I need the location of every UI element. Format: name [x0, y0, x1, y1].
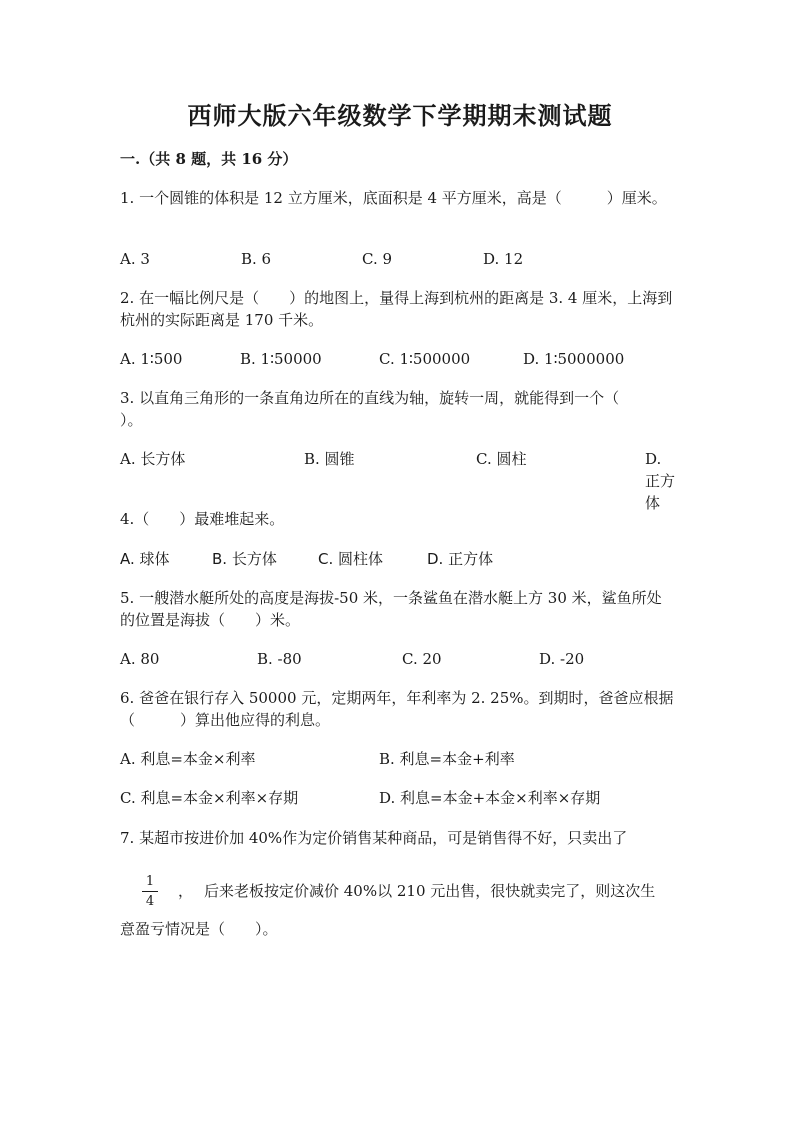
- question-2-text: 2. 在一幅比例尺是（ ）的地图上，量得上海到杭州的距离是 3. 4 厘米，上海到杭州的实际距离是 170 千米。: [120, 289, 673, 329]
- question-6-option-d: D. 利息=本金+本金×利率×存期: [379, 789, 601, 807]
- fraction-bar: [142, 891, 158, 892]
- question-1-text: 1. 一个圆锥的体积是 12 立方厘米，底面积是 4 平方厘米，高是（ ）厘米。: [120, 189, 667, 207]
- section-heading: 一.（共 8 题，共 16 分）: [120, 150, 298, 168]
- question-3-option-d: D. 正方体: [645, 450, 676, 512]
- question-1-option-c: C. 9: [362, 250, 393, 268]
- question-2-option-d: D. 1∶5000000: [523, 350, 625, 368]
- question-5-option-d: D. -20: [539, 650, 585, 668]
- question-7-comma: ，: [178, 882, 194, 900]
- question-4-option-b: B. 长方体: [212, 550, 277, 568]
- question-1-option-d: D. 12: [483, 250, 524, 268]
- question-4-option-c: C. 圆柱体: [318, 550, 384, 568]
- question-1-option-a: A. 3: [120, 250, 150, 268]
- question-4-text: 4.（ ）最难堆起来。: [120, 510, 285, 528]
- question-6-option-c: C. 利息=本金×利率×存期: [120, 789, 299, 807]
- question-5-option-b: B. -80: [257, 650, 302, 668]
- question-5-option-a: A. 80: [120, 650, 160, 668]
- fraction-numerator: 1: [145, 874, 155, 889]
- question-7-line-2: 后来老板按定价减价 40%以 210 元出售，很快就卖完了，则这次生: [204, 882, 656, 900]
- question-3-option-a: A. 长方体: [120, 450, 186, 468]
- question-7-line-3: 意盈亏情况是（ ）。: [120, 920, 278, 938]
- question-2-option-a: A. 1∶500: [120, 350, 183, 368]
- question-3-option-c: C. 圆柱: [476, 450, 527, 468]
- question-6-option-b: B. 利息=本金+利率: [379, 750, 515, 768]
- question-3-option-b: B. 圆锥: [304, 450, 355, 468]
- question-5-option-c: C. 20: [402, 650, 442, 668]
- question-6-text: 6. 爸爸在银行存入 50000 元，定期两年，年利率为 2. 25%。到期时，爸爸应根据（ ）算出他应得的利息。: [120, 689, 674, 729]
- page-title: 西师大版六年级数学下学期期末测试题: [187, 101, 613, 130]
- question-4-option-a: A. 球体: [120, 550, 170, 568]
- question-5-text: 5. 一艘潜水艇所处的高度是海拔-50 米，一条鲨鱼在潜水艇上方 30 米，鲨鱼所处的位置是海拔（ ）米。: [120, 589, 662, 629]
- question-1-option-b: B. 6: [241, 250, 272, 268]
- fraction-denominator: 4: [145, 894, 155, 909]
- fraction-one-quarter: [141, 874, 159, 909]
- question-4-option-d: D. 正方体: [427, 550, 494, 568]
- question-2-option-b: B. 1∶50000: [240, 350, 322, 368]
- question-3-text: 3. 以直角三角形的一条直角边所在的直线为轴，旋转一周，就能得到一个（ ）。: [120, 389, 665, 429]
- question-6-option-a: A. 利息=本金×利率: [120, 750, 256, 768]
- question-2-option-c: C. 1∶500000: [379, 350, 471, 368]
- question-7-line-1: 7. 某超市按进价加 40%作为定价销售某种商品，可是销售得不好，只卖出了: [120, 829, 628, 847]
